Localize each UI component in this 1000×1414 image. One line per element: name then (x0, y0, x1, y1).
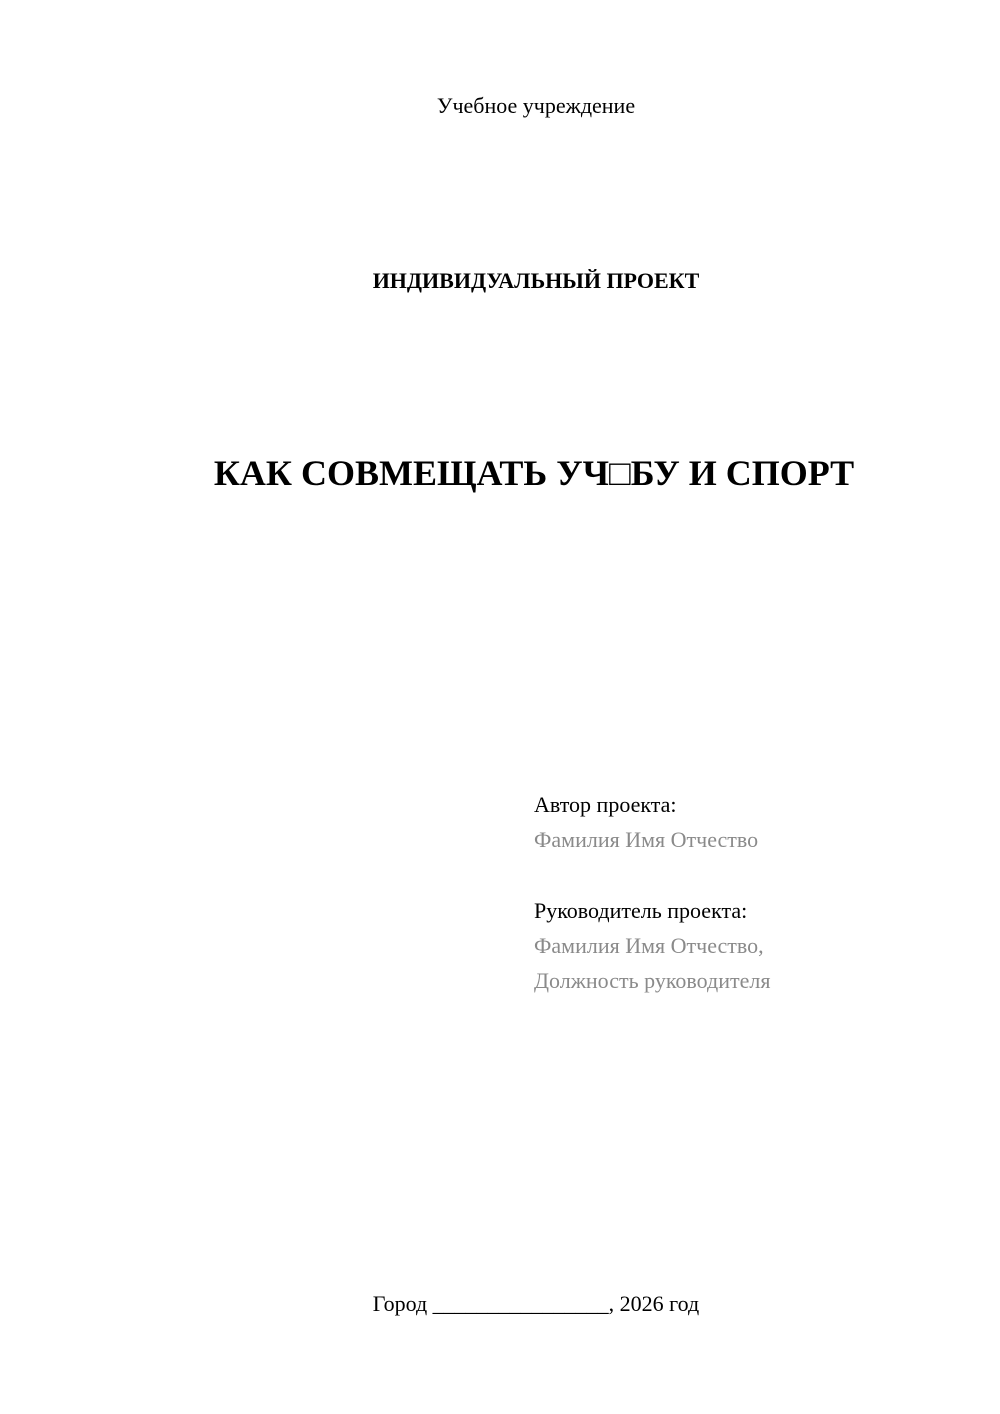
supervisor-block (534, 893, 974, 998)
author-block (534, 787, 974, 857)
supervisor-name: Фамилия Имя Отчество, (534, 933, 764, 958)
author-label: Автор проекта: (534, 792, 677, 817)
author-name: Фамилия Имя Отчество (534, 827, 759, 852)
supervisor-position: Должность руководителя (534, 968, 771, 993)
supervisor-label: Руководитель проекта: (534, 898, 748, 923)
city-year-line: Город ________________, 2026 год (372, 1291, 700, 1316)
project-title: КАК СОВМЕЩАТЬ УЧ□БУ И СПОРТ (213, 453, 855, 493)
project-type-heading: ИНДИВИДУАЛЬНЫЙ ПРОЕКТ (372, 268, 700, 293)
authors-block (534, 787, 974, 998)
institution-name: Учебное учреждение (436, 93, 636, 118)
